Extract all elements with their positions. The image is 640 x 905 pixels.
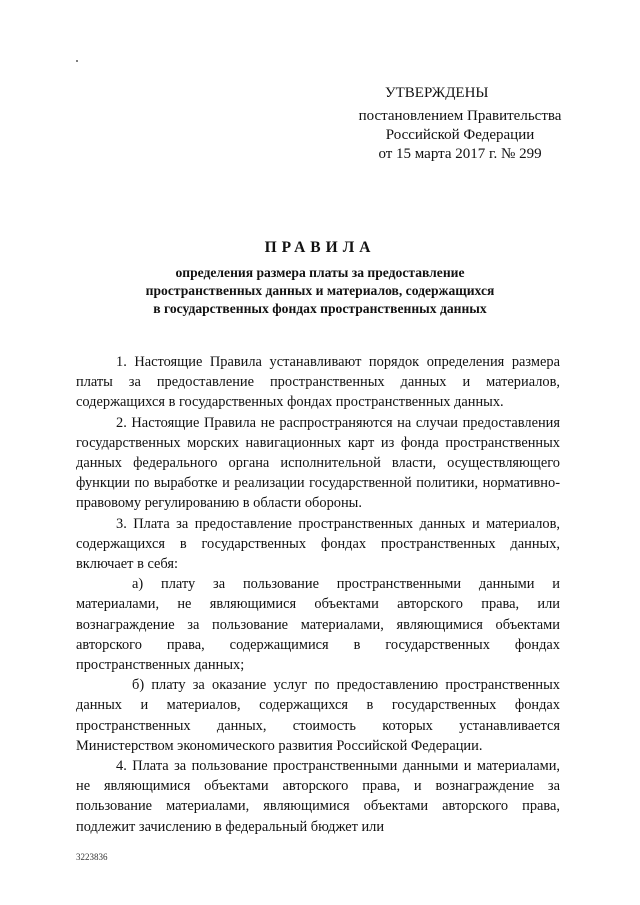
approval-heading: УТВЕРЖДЕНЫ (385, 85, 489, 101)
paragraph-2: 2. Настоящие Правила не распространяются на случаи предоставления государственных морских навигационных карт из фонда пространственных данных федерального органа исполнительной власти, осуществляющего функции по выработке и реализации государственной политики, нормативно-правовому регулированию в области обороны. (76, 414, 560, 512)
paragraph-3a: а) плату за пользование пространственными данными и материалами, не являющимися объектами авторского права, или вознаграждение за пользование материалами, являющимися объектами авторского права, содержащимися в государственных фондах пространственных данных; (76, 576, 560, 674)
title-block (70, 238, 570, 318)
subtitle-line-2: пространственных данных и материалов, содержащихся (145, 283, 495, 298)
paragraph-3: 3. Плата за предоставление пространственных данных и материалов, содержащихся в государственных фондах пространственных данных, включает в себя: (76, 515, 560, 573)
paragraph-4: 4. Плата за пользование пространственными данными и материалами, не являющимися объектами авторского права, и вознаграждение за пользование материалами, являющимися объектами авторского права, подлежит зачислению в федеральный бюджет или (76, 758, 560, 835)
document-body (76, 352, 560, 837)
document-subtitle (70, 264, 570, 318)
approval-line-1: постановлением Правительства (358, 108, 562, 124)
document-title: ПРАВИЛА (264, 239, 376, 256)
paragraph-3b: б) плату за оказание услуг по предоставлению пространственных данных и материалов, содержащихся в государственных фондах пространственных данных, стоимость которых устанавливается Министерством экономического развития Российской Федерации. (76, 677, 560, 754)
paragraph-1: 1. Настоящие Правила устанавливают порядок определения размера платы за предоставление пространственных данных и материалов, содержащихся в государственных фондах пространственных данных. (76, 354, 560, 411)
footer-code: 3223836 (76, 852, 108, 862)
scan-speck (76, 60, 78, 62)
approval-line-3: от 15 марта 2017 г. № 299 (378, 146, 542, 162)
subtitle-line-1: определения размера платы за предоставление (175, 265, 465, 280)
subtitle-line-3: в государственных фондах пространственных данных (153, 301, 487, 316)
approval-line-2: Российской Федерации (385, 127, 535, 143)
